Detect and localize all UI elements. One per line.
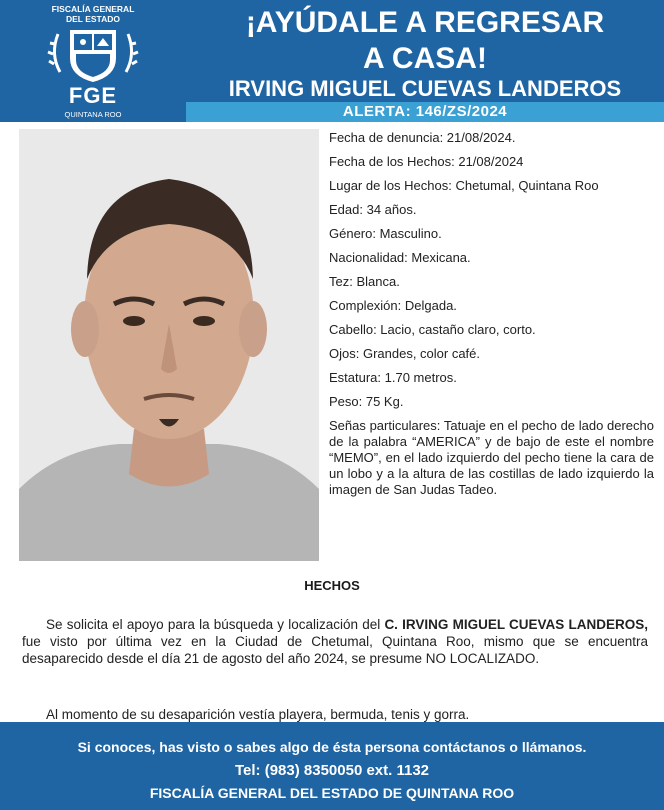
detail-senas-particulares: Señas particulares: Tatuaje en el pecho de lado derecho de la palabra “AMERICA” y de bajo de este el nombre “MEMO”, en el lado izquierdo del pecho tiene la cara de un lobo y a la altura de las costillas de lado izquierdo la imagen de San Judas Tadeo. [329,418,654,497]
detail-lugar: Lugar de los Hechos: Chetumal, Quintana Roo [329,178,599,193]
detail-cabello: Cabello: Lacio, castaño claro, corto. [329,322,536,337]
detail-estatura: Estatura: 1.70 metros. [329,370,457,385]
alert-number: ALERTA: 146/ZS/2024 [342,103,508,120]
title-line2: A CASA! [363,42,487,75]
logo-top-line1: FISCALÍA GENERAL [51,4,135,14]
shield-emblem-icon [40,24,146,84]
detail-nacionalidad: Nacionalidad: Mexicana. [329,250,471,265]
detail-genero: Género: Masculino. [329,226,442,241]
footer-phone[interactable]: Tel: (983) 8350050 ext. 1132 [234,762,430,779]
logo-top-text [0,4,186,24]
hechos-paragraph-2: Al momento de su desaparición vestía playera, bermuda, tenis y gorra. [46,707,470,722]
hechos-p1-text-a: Se solicita el apoyo para la búsqueda y localización del [46,617,385,632]
person-photo [19,129,319,561]
title-line1: ¡AYÚDALE A REGRESAR [245,6,605,39]
detail-ojos: Ojos: Grandes, color café. [329,346,481,361]
fge-logo [0,0,186,122]
hechos-p1-name: C. IRVING MIGUEL CUEVAS LANDEROS, [384,617,649,632]
detail-complexion: Complexión: Delgada. [329,298,457,313]
footer-agency: FISCALÍA GENERAL DEL ESTADO DE QUINTANA ROO [149,785,515,801]
person-photo-icon [19,129,319,561]
header [0,0,664,122]
hechos-heading: HECHOS [304,578,360,593]
detail-peso: Peso: 75 Kg. [329,394,404,409]
hechos-p1-text-b: fue visto por última vez en la Ciudad de Chetumal, Quintana Roo, mismo que se encuentra desaparecido desde el día 21 de agosto del año 2024, se presume NO LOCALIZADO. [22,634,648,666]
logo-top-line2: DEL ESTADO [66,14,120,24]
logo-acronym: FGE [68,83,118,108]
person-name: IRVING MIGUEL CUEVAS LANDEROS [228,76,622,101]
detail-edad: Edad: 34 años. [329,202,417,217]
detail-fecha-denuncia: Fecha de denuncia: 21/08/2024. [329,130,516,145]
footer-contact-prompt: Si conoces, has visto o sabes algo de ésta persona contáctanos o llámanos. [77,739,587,755]
detail-tez: Tez: Blanca. [329,274,400,289]
detail-fecha-hechos: Fecha de los Hechos: 21/08/2024 [329,154,524,169]
logo-state: QUINTANA ROO [64,110,122,119]
hechos-paragraph-1 [22,616,648,667]
main-title [186,5,664,77]
person-details [329,130,654,506]
